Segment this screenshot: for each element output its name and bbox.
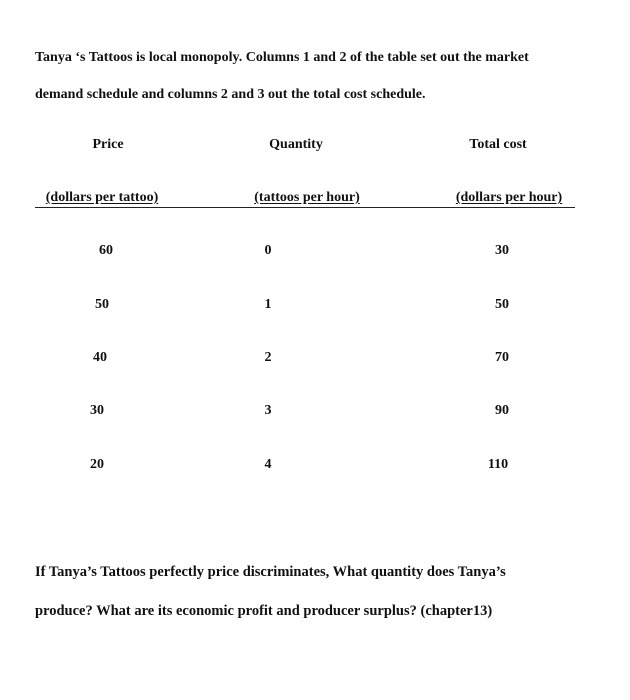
table-cell-quantity: 1 <box>264 297 272 312</box>
table-cell-total-cost: 70 <box>495 350 509 365</box>
table-cell-total-cost: 30 <box>495 243 509 258</box>
table-cell-price: 40 <box>93 350 107 365</box>
table-cell-quantity: 4 <box>264 457 272 472</box>
header-price: Price <box>92 137 124 152</box>
table-cell-price: 60 <box>99 243 113 258</box>
intro-line-2: demand schedule and columns 2 and 3 out the total cost schedule. <box>35 87 426 102</box>
intro-line-1: Tanya ‘s Tattoos is local monopoly. Columns 1 and 2 of the table set out the market <box>35 50 529 65</box>
table-cell-quantity: 3 <box>264 403 272 418</box>
table-cell-total-cost: 90 <box>495 403 509 418</box>
table-cell-price: 50 <box>95 297 109 312</box>
header-divider <box>35 207 575 208</box>
table-cell-price: 20 <box>90 457 104 472</box>
unit-quantity: (tattoos per hour) <box>254 190 360 205</box>
header-total-cost: Total cost <box>469 137 527 152</box>
table-cell-total-cost: 110 <box>487 457 509 472</box>
table-cell-quantity: 2 <box>264 350 272 365</box>
table-cell-total-cost: 50 <box>495 297 509 312</box>
table-cell-price: 30 <box>90 403 104 418</box>
header-quantity: Quantity <box>269 137 323 152</box>
question-line-2: produce? What are its economic profit and producer surplus? (chapter13) <box>35 603 493 619</box>
question-line-1: If Tanya’s Tattoos perfectly price discriminates, What quantity does Tanya’s <box>35 564 506 580</box>
table-cell-quantity: 0 <box>264 243 272 258</box>
unit-price: (dollars per tattoo) <box>45 190 159 205</box>
unit-total-cost: (dollars per hour) <box>455 190 563 205</box>
